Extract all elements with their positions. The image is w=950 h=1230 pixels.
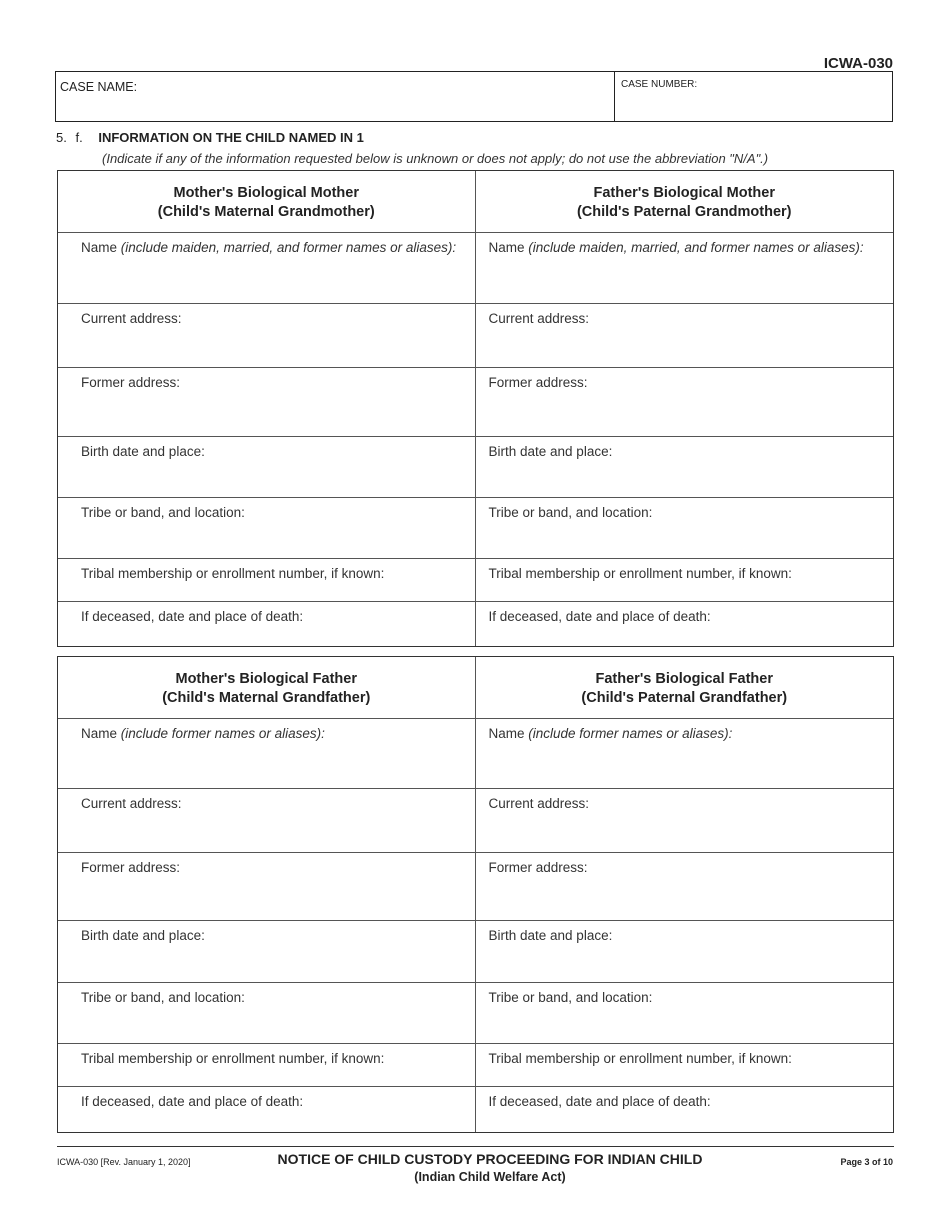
gf-current-address-row [58, 789, 893, 853]
gm-membership-row [58, 559, 893, 602]
paternal-gm-membership-field[interactable]: Tribal membership or enrollment number, if known: [488, 566, 792, 581]
gm-name-row [58, 233, 893, 304]
section-number: 5. [56, 130, 67, 145]
paternal-gf-current-address-field[interactable]: Current address: [488, 796, 590, 811]
maternal-gm-membership-field[interactable]: Tribal membership or enrollment number, if known: [58, 559, 476, 601]
footer-title-block [200, 1150, 780, 1186]
paternal-gm-birth-field[interactable]: Birth date and place: [488, 444, 613, 459]
gm-former-address-row [58, 368, 893, 437]
case-name-field[interactable] [56, 72, 615, 121]
maternal-gm-current-address-field[interactable]: Current address: [58, 304, 476, 367]
case-name-label: CASE NAME: [60, 80, 138, 94]
gm-birth-row [58, 437, 893, 498]
gf-deceased-row [58, 1087, 893, 1132]
gf-tribe-row [58, 983, 893, 1044]
name-hint: (include former names or aliases): [528, 726, 733, 741]
form-revision: ICWA-030 [Rev. January 1, 2020] [57, 1157, 191, 1167]
maternal-gf-birth-field[interactable]: Birth date and place: [58, 921, 476, 982]
grandfathers-table [57, 656, 894, 1133]
name-label: Name [81, 726, 118, 741]
case-header-box [55, 71, 893, 122]
paternal-grandfather-title: Father's Biological Father [595, 671, 773, 687]
gm-tribe-row [58, 498, 893, 559]
grandmothers-header-row [58, 171, 893, 233]
paternal-grandmother-header [476, 171, 894, 232]
footer-divider [57, 1146, 894, 1147]
paternal-gf-birth-field[interactable]: Birth date and place: [488, 928, 613, 943]
grandmothers-table [57, 170, 894, 647]
gf-membership-row [58, 1044, 893, 1087]
maternal-gf-membership-field[interactable]: Tribal membership or enrollment number, if known: [58, 1044, 476, 1086]
maternal-grandfather-header [58, 657, 476, 718]
gm-deceased-row [58, 602, 893, 646]
paternal-gm-name-field[interactable] [476, 233, 894, 303]
name-hint: (include former names or aliases): [120, 726, 325, 741]
name-label: Name [488, 726, 525, 741]
paternal-gm-former-address-field[interactable]: Former address: [488, 375, 588, 390]
gf-former-address-row [58, 853, 893, 921]
name-label: Name [81, 240, 118, 255]
form-id: ICWA-030 [823, 55, 893, 72]
footer-subtitle: (Indian Child Welfare Act) [414, 1170, 566, 1184]
gf-name-row [58, 719, 893, 789]
maternal-gf-name-field[interactable] [58, 719, 476, 788]
maternal-gf-tribe-field[interactable]: Tribe or band, and location: [58, 983, 476, 1043]
section-instruction: (Indicate if any of the information requested below is unknown or does not apply; do not use the abbreviation "N/A".) [102, 151, 769, 166]
gf-birth-row [58, 921, 893, 983]
maternal-gm-name-field[interactable] [58, 233, 476, 303]
paternal-gf-name-field[interactable] [476, 719, 894, 788]
maternal-grandfather-title: Mother's Biological Father [175, 671, 357, 687]
maternal-gf-deceased-field[interactable]: If deceased, date and place of death: [58, 1087, 476, 1132]
name-label: Name [488, 240, 525, 255]
grandfathers-header-row [58, 657, 893, 719]
maternal-gm-former-address-field[interactable]: Former address: [58, 368, 476, 436]
maternal-grandfather-subtitle: (Child's Maternal Grandfather) [162, 690, 371, 706]
paternal-gf-tribe-field[interactable]: Tribe or band, and location: [488, 990, 653, 1005]
name-hint: (include maiden, married, and former names or aliases): [120, 240, 457, 255]
paternal-gm-tribe-field[interactable]: Tribe or band, and location: [488, 505, 653, 520]
case-number-field[interactable] [615, 72, 892, 121]
section-title: INFORMATION ON THE CHILD NAMED IN 1 [98, 130, 364, 145]
page-number: Page 3 of 10 [840, 1157, 893, 1167]
section-heading [56, 130, 364, 145]
footer-title: NOTICE OF CHILD CUSTODY PROCEEDING FOR INDIAN CHILD [277, 1151, 703, 1167]
maternal-gm-tribe-field[interactable]: Tribe or band, and location: [58, 498, 476, 558]
paternal-gf-former-address-field[interactable]: Former address: [488, 860, 588, 875]
paternal-gm-current-address-field[interactable]: Current address: [488, 311, 590, 326]
maternal-grandmother-header [58, 171, 476, 232]
maternal-gm-birth-field[interactable]: Birth date and place: [58, 437, 476, 497]
paternal-gf-deceased-field[interactable]: If deceased, date and place of death: [488, 1094, 711, 1109]
maternal-gf-former-address-field[interactable]: Former address: [58, 853, 476, 920]
paternal-gf-membership-field[interactable]: Tribal membership or enrollment number, if known: [488, 1051, 792, 1066]
paternal-grandfather-header [476, 657, 894, 718]
maternal-gm-deceased-field[interactable]: If deceased, date and place of death: [58, 602, 476, 646]
maternal-grandmother-subtitle: (Child's Maternal Grandmother) [157, 204, 375, 220]
maternal-grandmother-title: Mother's Biological Mother [173, 185, 359, 201]
paternal-grandfather-subtitle: (Child's Paternal Grandfather) [581, 690, 788, 706]
gm-current-address-row [58, 304, 893, 368]
paternal-grandmother-subtitle: (Child's Paternal Grandmother) [576, 204, 792, 220]
section-letter: f. [75, 130, 83, 145]
paternal-grandmother-title: Father's Biological Mother [593, 185, 775, 201]
paternal-gm-deceased-field[interactable]: If deceased, date and place of death: [488, 609, 711, 624]
case-number-label: CASE NUMBER: [621, 79, 698, 90]
maternal-gf-current-address-field[interactable]: Current address: [58, 789, 476, 852]
name-hint: (include maiden, married, and former names or aliases): [528, 240, 864, 255]
